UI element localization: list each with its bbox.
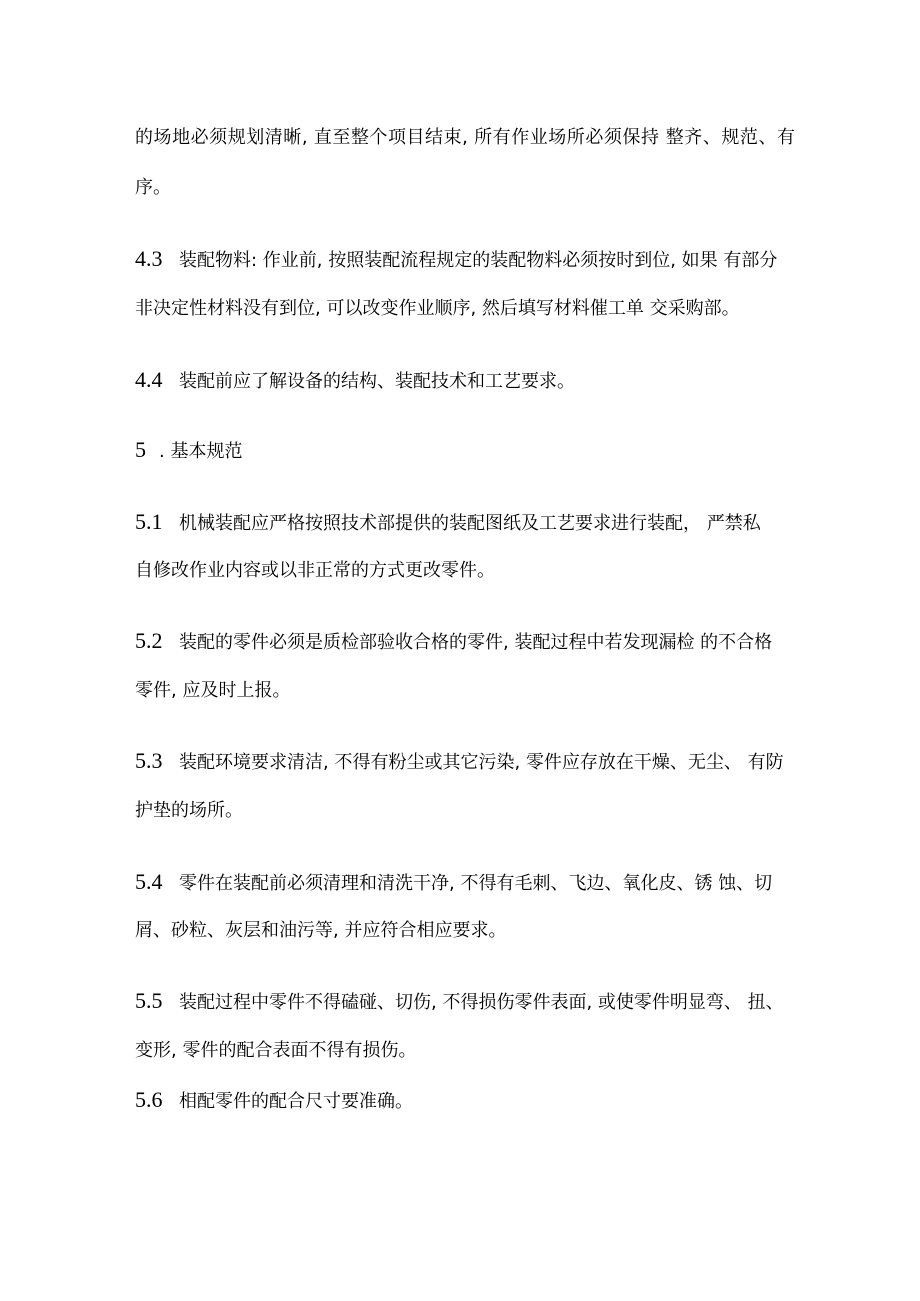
section-number: 5.3 [135, 748, 163, 773]
section-number: 5.1 [135, 509, 163, 534]
section-number: 5 [135, 437, 146, 462]
section-number: 5.5 [135, 988, 163, 1013]
paragraph-line [135, 798, 795, 824]
line-text: 非决定性材料没有到位, 可以改变作业顺序, 然后填写材料催工单 交采购部。 [135, 298, 740, 319]
section-number: 5.2 [135, 628, 163, 653]
paragraph-line [135, 125, 795, 151]
paragraph-line [135, 1087, 795, 1115]
line-text: 相配零件的配合尺寸要准确。 [179, 1091, 413, 1112]
line-text: 序。 [135, 177, 171, 198]
line-text: 机械装配应严格按照技术部提供的装配图纸及工艺要求进行装配， 严禁私 [179, 513, 761, 534]
paragraph-line [135, 175, 795, 201]
paragraph-line [135, 748, 795, 776]
paragraph-line [135, 509, 795, 537]
line-text: 零件, 应及时上报。 [135, 680, 291, 701]
paragraph-line [135, 918, 795, 944]
line-text: 的场地必须规划清晰, 直至整个项目结束, 所有作业场所必须保持 整齐、规范、有 [135, 127, 795, 148]
section-number: 5.6 [135, 1087, 163, 1112]
line-text: . 基本规范 [159, 441, 243, 462]
line-text: 自修改作业内容或以非正常的方式更改零件。 [135, 560, 495, 581]
line-text: 装配前应了解设备的结构、装配技术和工艺要求。 [179, 371, 575, 392]
paragraph-line [135, 678, 795, 704]
line-text: 屑、砂粒、灰层和油污等, 并应符合相应要求。 [135, 920, 507, 941]
paragraph-line [135, 869, 795, 897]
section-number: 5.4 [135, 869, 163, 894]
paragraph-line [135, 296, 795, 322]
line-text: 装配环境要求清洁, 不得有粉尘或其它污染, 零件应存放在干燥、无尘、 有防 [179, 752, 784, 773]
section-heading [135, 437, 795, 465]
paragraph-line [135, 628, 795, 656]
line-text: 装配物料: 作业前, 按照装配流程规定的装配物料必须按时到位, 如果 有部分 [179, 250, 778, 271]
line-text: 装配的零件必须是质检部验收合格的零件, 装配过程中若发现漏检 的不合格 [179, 632, 773, 653]
paragraph-line [135, 367, 795, 395]
paragraph-line [135, 1038, 795, 1064]
line-text: 装配过程中零件不得磕碰、切伤, 不得损伤零件表面, 或使零件明显弯、 扭、 [179, 992, 784, 1013]
line-text: 变形, 零件的配合表面不得有损伤。 [135, 1040, 417, 1061]
paragraph-line [135, 988, 795, 1016]
paragraph-line [135, 246, 795, 274]
line-text: 护垫的场所。 [135, 800, 243, 821]
line-text: 零件在装配前必须清理和清洗干净, 不得有毛刺、飞边、氧化皮、锈 蚀、切 [179, 873, 773, 894]
section-number: 4.3 [135, 246, 163, 271]
paragraph-line [135, 558, 795, 584]
section-number: 4.4 [135, 367, 163, 392]
